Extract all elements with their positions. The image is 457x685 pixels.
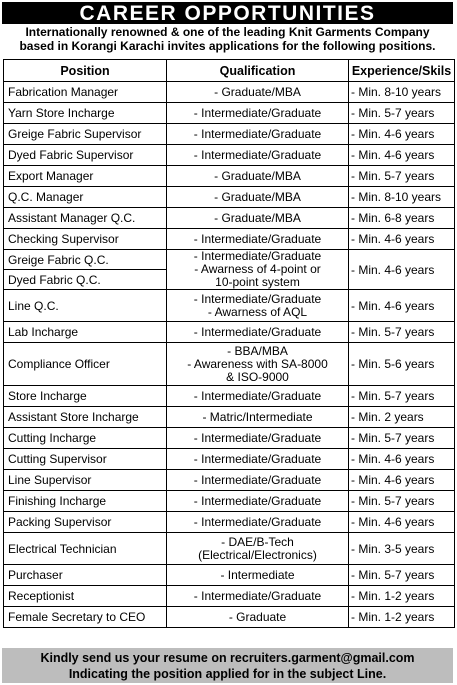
position-cell: Packing Supervisor <box>4 512 167 533</box>
qualification-cell <box>167 512 349 533</box>
position-cell: Receptionist <box>4 586 167 607</box>
qualification-line: - BBA/MBA <box>227 343 288 358</box>
table-row <box>4 208 455 229</box>
position-cell: Lab Incharge <box>4 322 167 343</box>
table-row <box>4 386 455 407</box>
table-row <box>4 586 455 607</box>
qualification-cell <box>167 124 349 145</box>
table-row <box>4 82 455 103</box>
qualification-cell <box>167 470 349 491</box>
table-row <box>4 250 455 270</box>
experience-cell: - Min. 4-6 years <box>349 449 455 470</box>
qualification-line: - Intermediate/Graduate <box>193 451 322 466</box>
table-row <box>4 166 455 187</box>
table-row <box>4 512 455 533</box>
position-cell: Finishing Incharge <box>4 491 167 512</box>
table-row <box>4 407 455 428</box>
qualification-cell <box>167 187 349 208</box>
table-row <box>4 229 455 250</box>
position-cell: Yarn Store Incharge <box>4 103 167 124</box>
experience-cell: - Min. 5-7 years <box>349 386 455 407</box>
qualification-cell <box>167 166 349 187</box>
qualification-line: (Electrical/Electronics) <box>198 547 317 562</box>
position-cell: Female Secretary to CEO <box>4 607 167 628</box>
experience-cell: - Min. 1-2 years <box>349 607 455 628</box>
qualification-cell <box>167 103 349 124</box>
qualification-cell <box>167 565 349 586</box>
table-row <box>4 470 455 491</box>
qualification-line: - Graduate/MBA <box>214 168 301 183</box>
qualification-line: - Intermediate/Graduate <box>193 105 322 120</box>
experience-cell: - Min. 5-7 years <box>349 565 455 586</box>
position-cell: Purchaser <box>4 565 167 586</box>
experience-cell: - Min. 1-2 years <box>349 586 455 607</box>
experience-cell: - Min. 4-6 years <box>349 124 455 145</box>
position-cell: Electrical Technician <box>4 533 167 565</box>
experience-cell: - Min. 8-10 years <box>349 82 455 103</box>
qualification-cell <box>167 145 349 166</box>
table-row <box>4 607 455 628</box>
position-cell: Fabrication Manager <box>4 82 167 103</box>
positions-table <box>3 59 455 628</box>
qualification-cell <box>167 586 349 607</box>
qualification-line: - Intermediate <box>220 567 295 582</box>
position-cell: Cutting Supervisor <box>4 449 167 470</box>
qualification-line: - Intermediate/Graduate <box>193 147 322 162</box>
experience-cell: - Min. 4-6 years <box>349 290 455 322</box>
table-row <box>4 145 455 166</box>
experience-cell: - Min. 4-6 years <box>349 145 455 166</box>
position-cell: Line Supervisor <box>4 470 167 491</box>
position-cell: Dyed Fabric Supervisor <box>4 145 167 166</box>
qualification-line: - Intermediate/Graduate <box>193 249 322 263</box>
qualification-line: - Intermediate/Graduate <box>193 291 322 306</box>
experience-cell: - Min. 5-7 years <box>349 103 455 124</box>
table-row <box>4 187 455 208</box>
table-row <box>4 449 455 470</box>
experience-cell: - Min. 2 years <box>349 407 455 428</box>
position-cell: Greige Fabric Supervisor <box>4 124 167 145</box>
qualification-line: - Intermediate/Graduate <box>193 514 322 529</box>
qualification-cell <box>167 229 349 250</box>
qualification-line: - Intermediate/Graduate <box>193 324 322 339</box>
footer-line: Indicating the position applied for in the subject Line. <box>68 667 387 681</box>
table-row <box>4 103 455 124</box>
experience-cell: - Min. 5-7 years <box>349 322 455 343</box>
position-cell: Assistant Manager Q.C. <box>4 208 167 229</box>
position-cell: Q.C. Manager <box>4 187 167 208</box>
experience-cell: - Min. 5-7 years <box>349 166 455 187</box>
intro-line: based in Korangi Karachi invites applications for the following positions. <box>19 39 436 53</box>
qualification-cell <box>167 449 349 470</box>
qualification-cell <box>167 322 349 343</box>
qualification-line: - Intermediate/Graduate <box>193 126 322 141</box>
intro-text <box>2 25 453 53</box>
qualification-line: - Intermediate/Graduate <box>193 388 322 403</box>
experience-cell: - Min. 6-8 years <box>349 208 455 229</box>
table-row <box>4 565 455 586</box>
qualification-cell <box>167 607 349 628</box>
qualification-line: - Intermediate/Graduate <box>193 493 322 508</box>
experience-cell: - Min. 4-6 years <box>349 229 455 250</box>
experience-cell: - Min. 4-6 years <box>349 470 455 491</box>
qualification-line: - Intermediate/Graduate <box>193 231 322 246</box>
application-instructions <box>2 648 453 683</box>
table-row <box>4 491 455 512</box>
table-header-row <box>4 60 455 82</box>
qualification-line: - Graduate/MBA <box>214 210 301 225</box>
qualification-line: - DAE/B-Tech <box>221 534 294 549</box>
position-cell: Compliance Officer <box>4 343 167 386</box>
header-position: Position <box>4 60 167 82</box>
experience-cell: - Min. 5-7 years <box>349 491 455 512</box>
qualification-line: - Graduate/MBA <box>214 189 301 204</box>
experience-cell: - Min. 3-5 years <box>349 533 455 565</box>
qualification-line: - Intermediate/Graduate <box>193 430 322 445</box>
position-cell: Assistant Store Incharge <box>4 407 167 428</box>
qualification-line: - Awarness of AQL <box>207 304 308 319</box>
position-cell: Line Q.C. <box>4 290 167 322</box>
qualification-line: & ISO-9000 <box>226 369 289 384</box>
table-row <box>4 322 455 343</box>
header-qualification: Qualification <box>167 60 349 82</box>
qualification-cell <box>167 343 349 386</box>
experience-cell: - Min. 4-6 years <box>349 512 455 533</box>
qualification-cell <box>167 428 349 449</box>
qualification-cell <box>167 386 349 407</box>
page-title: CAREER OPPORTUNITIES <box>2 2 453 24</box>
position-cell: Cutting Incharge <box>4 428 167 449</box>
qualification-line: - Intermediate/Graduate <box>193 588 322 603</box>
qualification-cell <box>167 250 349 290</box>
position-cell: Greige Fabric Q.C. <box>4 250 167 270</box>
qualification-line: - Awareness with SA-8000 <box>187 356 328 371</box>
qualification-cell <box>167 208 349 229</box>
experience-cell: - Min. 8-10 years <box>349 187 455 208</box>
table-row <box>4 290 455 322</box>
table-row <box>4 124 455 145</box>
table-row <box>4 343 455 386</box>
header-experience: Experience/Skils <box>349 60 455 82</box>
qualification-cell <box>167 290 349 322</box>
qualification-cell <box>167 491 349 512</box>
intro-line: Internationally renowned & one of the leading Knit Garments Company <box>25 25 430 39</box>
qualification-cell <box>167 82 349 103</box>
position-cell: Dyed Fabric Q.C. <box>4 270 167 290</box>
position-cell: Store Incharge <box>4 386 167 407</box>
qualification-line: - Awarness of 4-point or <box>194 262 321 276</box>
table-row <box>4 533 455 565</box>
footer-line: Kindly send us your resume on recruiters.garment@gmail.com <box>40 651 415 665</box>
qualification-line: - Matric/Intermediate <box>202 409 313 424</box>
experience-cell: - Min. 4-6 years <box>349 250 455 290</box>
experience-cell: - Min. 5-6 years <box>349 343 455 386</box>
qualification-cell <box>167 407 349 428</box>
position-cell: Checking Supervisor <box>4 229 167 250</box>
qualification-line: - Graduate/MBA <box>214 84 301 99</box>
position-cell: Export Manager <box>4 166 167 187</box>
table-row <box>4 428 455 449</box>
qualification-line: 10-point system <box>215 275 300 289</box>
qualification-cell <box>167 533 349 565</box>
qualification-line: - Intermediate/Graduate <box>193 472 322 487</box>
experience-cell: - Min. 5-7 years <box>349 428 455 449</box>
qualification-line: - Graduate <box>228 609 287 624</box>
